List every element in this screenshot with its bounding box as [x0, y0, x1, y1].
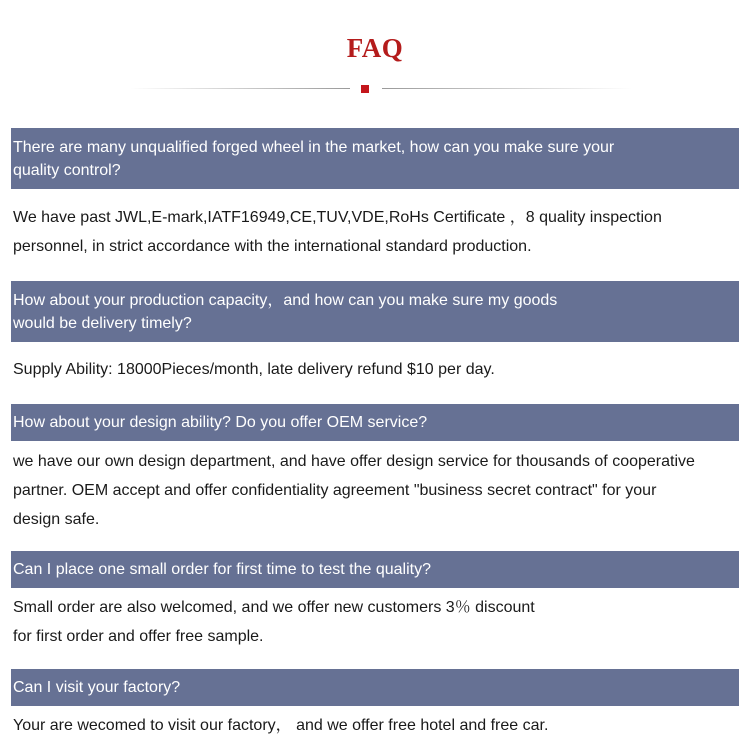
faq-answer-line: personnel, in strict accordance with the international standard production.	[13, 238, 532, 255]
faq-question-line: There are many unqualified forged wheel in the market, how can you make sure your	[13, 138, 615, 156]
divider-square-icon	[361, 85, 369, 93]
faq-answer-line: We have past JWL,E-mark,IATF16949,CE,TUV,VDE,RoHs Certificate ，8 quality inspection	[13, 209, 662, 226]
faq-answer-3	[13, 447, 733, 534]
faq-question-line: Can I place one small order for first time to test the quality?	[13, 561, 431, 578]
faq-answer-line: Supply Ability: 18000Pieces/month, late delivery refund $10 per day.	[13, 361, 495, 378]
title-divider	[0, 87, 750, 91]
page-title: FAQ	[346, 33, 404, 63]
faq-question-1	[11, 128, 739, 189]
faq-question-3	[11, 404, 739, 441]
faq-question-5	[11, 669, 739, 706]
faq-answer-line: we have our own design department, and have offer design service for thousands of cooperative	[13, 453, 695, 470]
divider-line-left	[130, 88, 350, 89]
faq-question-line: Can I visit your factory?	[13, 679, 181, 696]
faq-answer-line: design safe.	[13, 511, 100, 528]
faq-answer-2	[13, 355, 733, 384]
faq-question-line: How about your production capacity，and how can you make sure my goods	[13, 291, 558, 309]
faq-answer-line: Small order are also welcomed, and we offer new customers 3％ discount	[13, 599, 535, 616]
faq-answer-line: for first order and offer free sample.	[13, 628, 264, 645]
faq-question-4	[11, 551, 739, 588]
faq-answer-line: Your are wecomed to visit our factory， and we offer free hotel and free car.	[13, 717, 549, 734]
faq-question-line: would be delivery timely?	[13, 314, 192, 332]
faq-answer-5	[13, 711, 733, 740]
faq-question-line: How about your design ability? Do you offer OEM service?	[13, 414, 428, 431]
faq-answer-1	[13, 203, 733, 261]
faq-answer-4	[13, 593, 733, 651]
faq-question-2	[11, 281, 739, 342]
faq-answer-line: partner. OEM accept and offer confidentiality agreement "business secret contract" for your	[13, 482, 657, 499]
divider-line-right	[382, 88, 632, 89]
faq-question-line: quality control?	[13, 161, 121, 179]
